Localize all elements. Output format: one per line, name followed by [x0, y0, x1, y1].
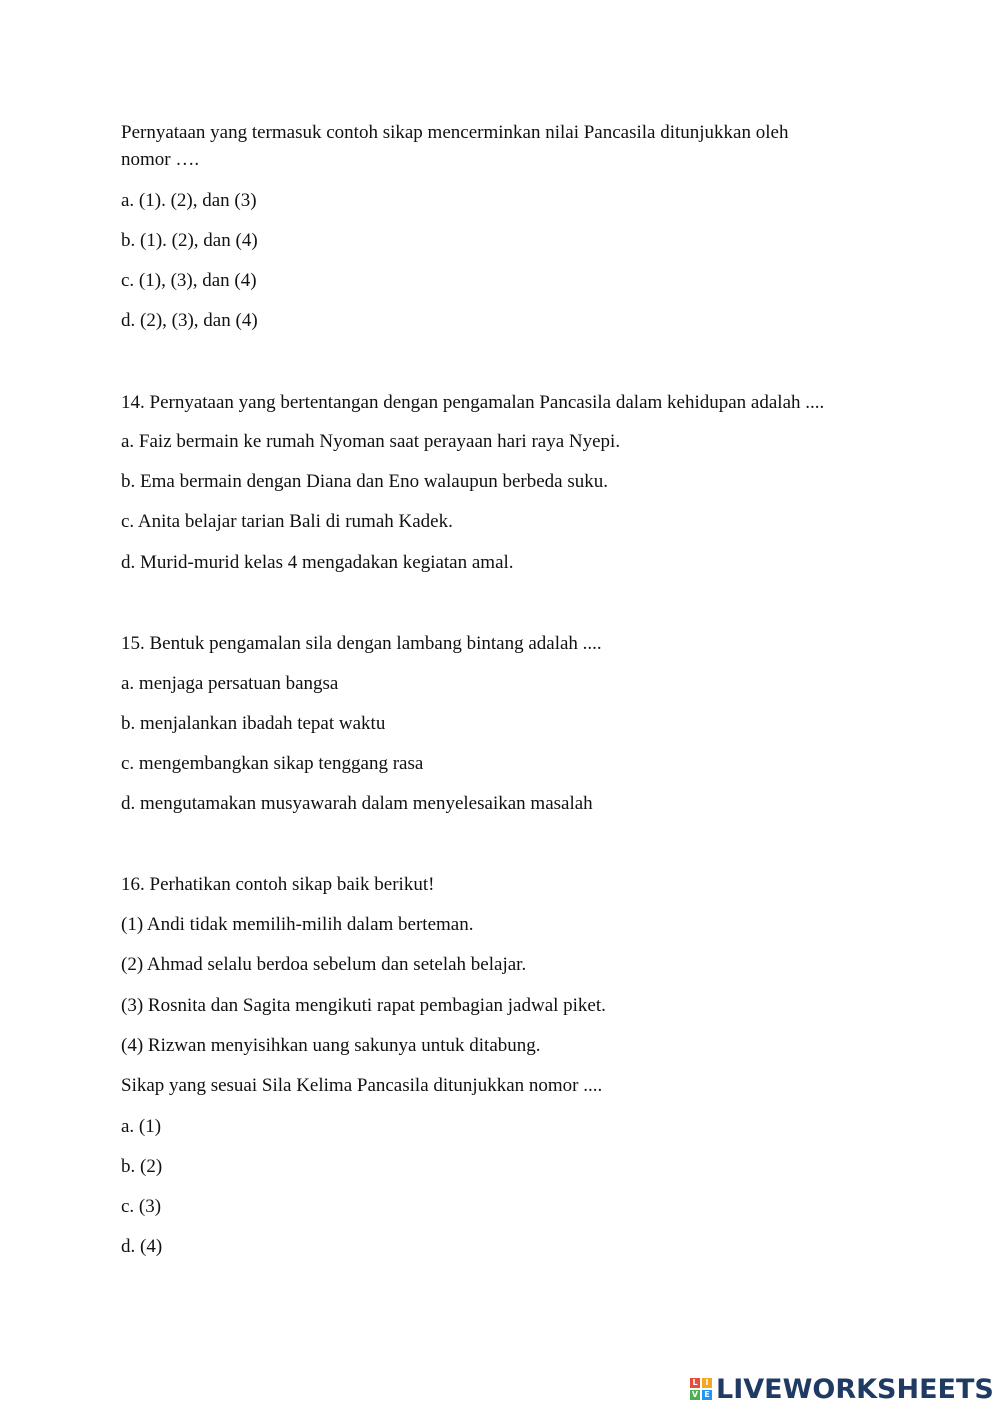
question-16-statement-3: (3) Rosnita dan Sagita mengikuti rapat pembagian jadwal piket.: [121, 995, 606, 1016]
question-16-option-d: d. (4): [121, 1236, 163, 1257]
question-16-option-c: c. (3): [121, 1196, 162, 1217]
question-13-option-b: b. (1). (2), dan (4): [121, 230, 258, 251]
question-13-option-c: c. (1), (3), dan (4): [121, 270, 257, 291]
logo-mark-l: L: [690, 1378, 700, 1388]
question-16-statement-4: (4) Rizwan menyisihkan uang sakunya untuk ditabung.: [121, 1035, 541, 1056]
logo-mark-e: E: [702, 1390, 712, 1400]
question-15-option-b: b. menjalankan ibadah tepat waktu: [121, 713, 386, 734]
question-13-option-a: a. (1). (2), dan (3): [121, 190, 257, 211]
liveworksheets-logo-text: LIVEWORKSHEETS: [716, 1373, 994, 1405]
question-15-option-c: c. mengembangkan sikap tenggang rasa: [121, 753, 424, 774]
liveworksheets-logo-icon: [690, 1378, 712, 1400]
question-16-statement-2: (2) Ahmad selalu berdoa sebelum dan setelah belajar.: [121, 954, 527, 975]
question-13-stem: Pernyataan yang termasuk contoh sikap mencerminkan nilai Pancasila ditunjukkan oleh nomor ….: [121, 122, 789, 170]
question-16-option-b: b. (2): [121, 1156, 163, 1177]
liveworksheets-logo: [690, 1372, 994, 1406]
question-16-option-a: a. (1): [121, 1116, 162, 1137]
question-14-option-b: b. Ema bermain dengan Diana dan Eno walaupun berbeda suku.: [121, 471, 608, 492]
question-15-option-a: a. menjaga persatuan bangsa: [121, 673, 339, 694]
question-14-option-d: d. Murid-murid kelas 4 mengadakan kegiatan amal.: [121, 552, 514, 573]
logo-mark-v: V: [691, 1390, 699, 1399]
logo-mark-i: I: [702, 1378, 712, 1388]
question-14-stem: 14. Pernyataan yang bertentangan dengan pengamalan Pancasila dalam kehidupan adalah ....: [121, 392, 825, 413]
question-16-prompt: Sikap yang sesuai Sila Kelima Pancasila ditunjukkan nomor ....: [121, 1075, 603, 1096]
question-14-option-c: c. Anita belajar tarian Bali di rumah Kadek.: [121, 511, 453, 532]
question-16-stem: 16. Perhatikan contoh sikap baik berikut!: [121, 874, 435, 895]
question-15-option-d: d. mengutamakan musyawarah dalam menyelesaikan masalah: [121, 793, 593, 814]
question-13-option-d: d. (2), (3), dan (4): [121, 310, 258, 331]
question-15-stem: 15. Bentuk pengamalan sila dengan lambang bintang adalah ....: [121, 633, 602, 654]
question-14-option-a: a. Faiz bermain ke rumah Nyoman saat perayaan hari raya Nyepi.: [121, 431, 621, 452]
question-16-statement-1: (1) Andi tidak memilih-milih dalam berteman.: [121, 914, 474, 935]
